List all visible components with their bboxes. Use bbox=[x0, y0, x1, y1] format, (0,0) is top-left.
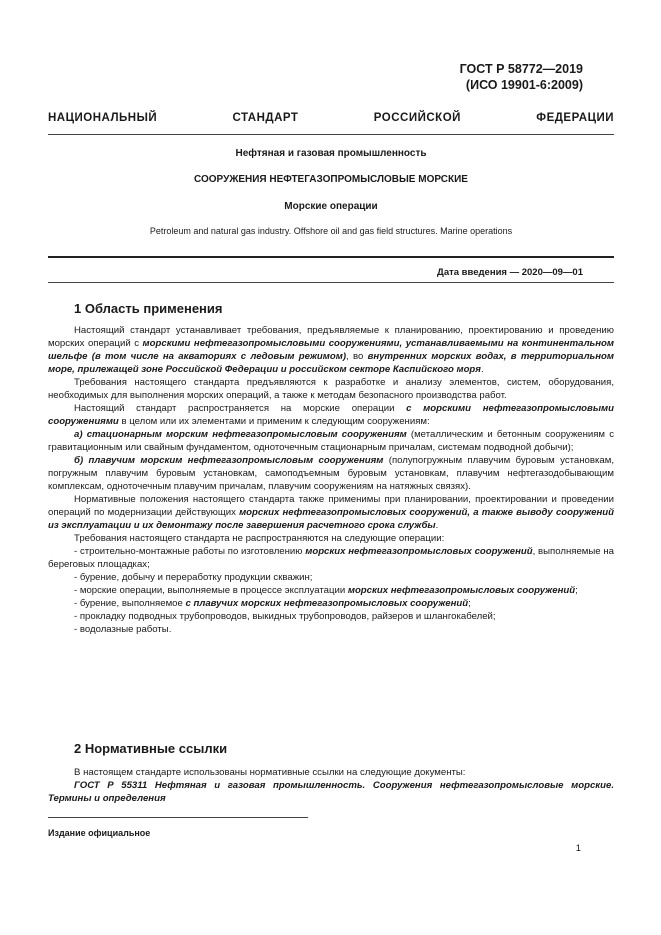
dash-item bbox=[48, 584, 614, 597]
emphasis: морских нефтегазопромысловых сооружений, а также выводу сооружений из эксплуатации и их демонтажу после завершения расчетного срока службы bbox=[48, 507, 614, 531]
standard-code: ГОСТ Р 58772—2019 bbox=[459, 62, 583, 76]
text: . bbox=[480, 364, 484, 375]
footer-divider bbox=[48, 817, 308, 818]
paragraph bbox=[48, 493, 614, 532]
emphasis: б) плавучим морским нефтегазопромысловым сооружениям bbox=[74, 455, 384, 466]
text: - строительно-монтажные работы по изготовлению bbox=[74, 546, 306, 557]
list-item-b bbox=[48, 454, 614, 493]
page-number: 1 bbox=[575, 843, 581, 854]
text: (металлическим и бетонным сооружениям с гравитационным или свайным фундаментом, одноточечным стационарным причалам, системам подводной добычи); bbox=[48, 429, 614, 453]
text: Настоящий стандарт устанавливает требования, предъявляемые к планированию, проектированию и проведению морских операций с bbox=[48, 325, 614, 349]
text: Нормативные положения настоящего стандарта также применимы при планировании, проектировании и проведении операций по модернизации действующих bbox=[48, 494, 614, 518]
dash-item bbox=[48, 597, 614, 610]
text: ; bbox=[575, 585, 578, 596]
document-code-block bbox=[460, 61, 583, 93]
dash-item: - бурение, добычу и переработку продукции скважин; bbox=[74, 572, 313, 583]
paragraph bbox=[48, 402, 614, 428]
main-title: СООРУЖЕНИЯ НЕФТЕГАЗОПРОМЫСЛОВЫЕ МОРСКИЕ bbox=[194, 174, 468, 185]
text: в целом или их элементами и применим к следующим сооружениям: bbox=[118, 416, 430, 427]
text: ; bbox=[468, 598, 471, 609]
paragraph: Требования настоящего стандарта предъявляются к разработке и анализу элементов, систем, оборудования, необходимых для выполнения морских операций, а также к методам безопасного производства работ. bbox=[48, 377, 614, 401]
official-edition-label: Издание официальное bbox=[48, 828, 151, 838]
list-item-a bbox=[48, 428, 614, 454]
emphasis: морских нефтегазопромысловых сооружений bbox=[347, 585, 576, 596]
introduction-date: Дата введения — 2020—09—01 bbox=[437, 267, 583, 278]
dash-item bbox=[48, 545, 614, 571]
iso-code: (ИСО 19901-6:2009) bbox=[465, 78, 583, 92]
text: , выполняемые на береговых площадках; bbox=[48, 546, 614, 570]
text: . bbox=[435, 520, 439, 531]
emphasis: с плавучих морских нефтегазопромысловых сооружений bbox=[185, 598, 469, 609]
header-divider bbox=[48, 134, 614, 135]
emphasis: морских нефтегазопромысловых сооружений bbox=[305, 546, 533, 557]
national-standard-banner: НАЦИОНАЛЬНЫЙ СТАНДАРТ РОССИЙСКОЙ ФЕДЕРАЦИИ bbox=[48, 112, 614, 124]
emphasis: с морскими нефтегазопромысловыми сооружениями bbox=[48, 403, 614, 427]
dash-item: - водолазные работы. bbox=[74, 624, 172, 635]
text: (полупогружным плавучим буровым установкам, погружным плавучим буровым установкам, самоподъемным буровым установкам, плавучим нефтегазодобывающим комплексам, одноточечным плавучим причалам, плавучим сооружениям на натяжных связях). bbox=[48, 455, 614, 492]
title-divider bbox=[48, 256, 614, 258]
paragraph: В настоящем стандарте использованы нормативные ссылки на следующие документы: bbox=[74, 767, 466, 778]
sub-title: Морские операции bbox=[284, 201, 378, 212]
english-title: Petroleum and natural gas industry. Offshore oil and gas field structures. Marine operations bbox=[149, 226, 513, 236]
emphasis: морскими нефтегазопромысловыми сооружениями, устанавливаемыми на континентальном шельфе (в том числе на акваториях с ледовым режимом) bbox=[48, 338, 614, 362]
reference-item: ГОСТ Р 55311 Нефтяная и газовая промышленность. Сооружения нефтегазопромысловые морские. Термины и определения bbox=[48, 780, 614, 804]
section-1-body bbox=[48, 324, 614, 636]
text: , во bbox=[346, 351, 368, 362]
paragraph: Требования настоящего стандарта не распространяются на следующие операции: bbox=[74, 533, 445, 544]
text: - морские операции, выполняемые в процессе эксплуатации bbox=[74, 585, 348, 596]
section-2-body bbox=[48, 766, 614, 805]
emphasis: внутренних морских водах, в территориальном море, прилежащей зоне Российской Федерации и российском секторе Каспийского моря bbox=[48, 351, 614, 375]
paragraph bbox=[48, 324, 614, 376]
text: - бурение, выполняемое bbox=[74, 598, 186, 609]
date-divider bbox=[48, 282, 614, 283]
dash-item: - прокладку подводных трубопроводов, выкидных трубопроводов, райзеров и шлангокабелей; bbox=[74, 611, 496, 622]
section-2-heading: 2 Нормативные ссылки bbox=[74, 741, 228, 756]
emphasis: а) стационарным морским нефтегазопромысловым сооружениям bbox=[74, 429, 407, 440]
industry-title: Нефтяная и газовая промышленность bbox=[235, 148, 427, 159]
section-1-heading: 1 Область применения bbox=[74, 301, 223, 316]
text: Настоящий стандарт распространяется на морские операции bbox=[74, 403, 407, 414]
